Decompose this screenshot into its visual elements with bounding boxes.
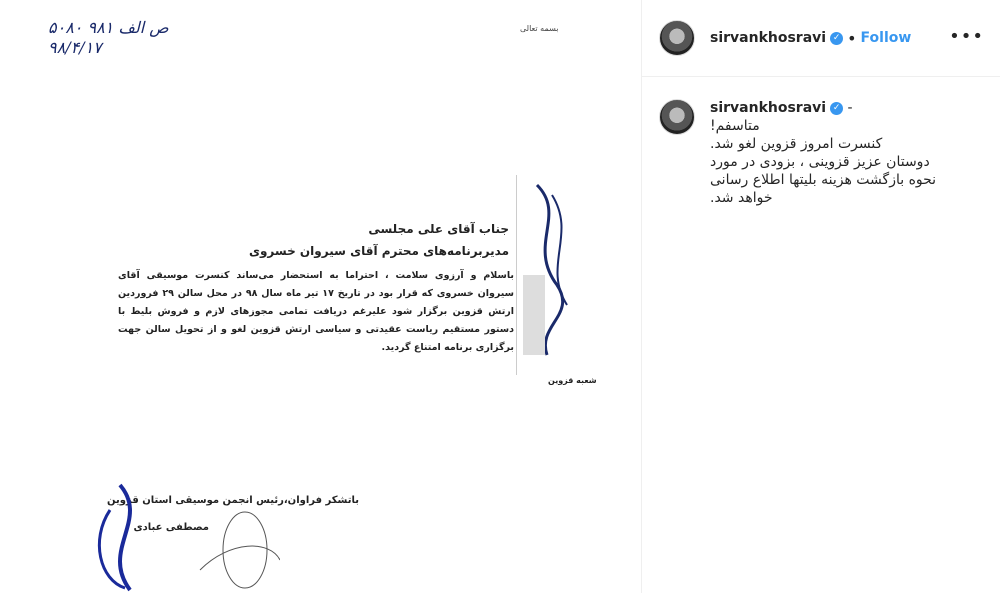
verified-badge-icon: ✓ [830, 102, 843, 115]
avatar[interactable] [659, 99, 695, 135]
caption-line: دوستان عزیز قزوینی ، بزودی در مورد [710, 154, 930, 170]
caption-username[interactable]: sirvankhosravi [710, 100, 827, 116]
signer-name: مصطفی عبادی [133, 522, 209, 533]
caption-line: کنسرت امروز قزوین لغو شد. [710, 136, 883, 152]
letter-closing: باتشکر فراوان،رئیس انجمن موسیقی استان قزوین [107, 495, 359, 506]
letter-body: باسلام و آرزوی سلامت ، احتراما به استحضار می‌ساند کنسرت موسیقی آقای سیروان خسروی که قرار بود در تاریخ ۱۷ تیر ماه سال ۹۸ در محل سالن ۲۹ فروردین ارتش قزوین برگزار شود علیرغم دریافت تمامی مجوزهای لازم و فروش بلیط با دستور مستقیم ریاست عقیدتی و سیاسی ارتش قزوین لغو و از تحویل سالن جهت برگزاری برنامه امتناع گردید. [118, 270, 514, 353]
follow-button[interactable]: Follow [860, 30, 912, 46]
addressee-title: مدیربرنامه‌های محترم آقای سیروان خسروی [248, 244, 509, 258]
caption-line: خواهد شد. [710, 190, 773, 206]
post-sidebar [642, 0, 1000, 593]
more-options-icon[interactable]: ••• [949, 26, 984, 47]
username-link[interactable]: sirvankhosravi [710, 30, 827, 46]
separator: • [847, 28, 857, 48]
addressee: جناب آقای علی مجلسی [368, 222, 509, 236]
handwritten-date: ۹۸/۴/۱۷ [48, 38, 102, 57]
verified-badge-icon: ✓ [830, 32, 843, 45]
branch-label: شعبه قزوین [548, 376, 597, 385]
letter-heading: بسمه تعالی [520, 24, 559, 33]
signature-stamp [80, 480, 280, 593]
handwritten-number: ۵۰۸۰ ص الف ۹۸۱ [48, 18, 169, 37]
caption [642, 77, 1000, 229]
music-association-logo [516, 175, 593, 375]
caption-line: متاسفم! [710, 118, 760, 134]
avatar[interactable] [659, 20, 695, 56]
post-header [642, 0, 1000, 77]
caption-suffix: - [847, 100, 853, 116]
caption-line: نحوه بازگشت هزینه بلیتها اطلاع رسانی [710, 172, 937, 188]
